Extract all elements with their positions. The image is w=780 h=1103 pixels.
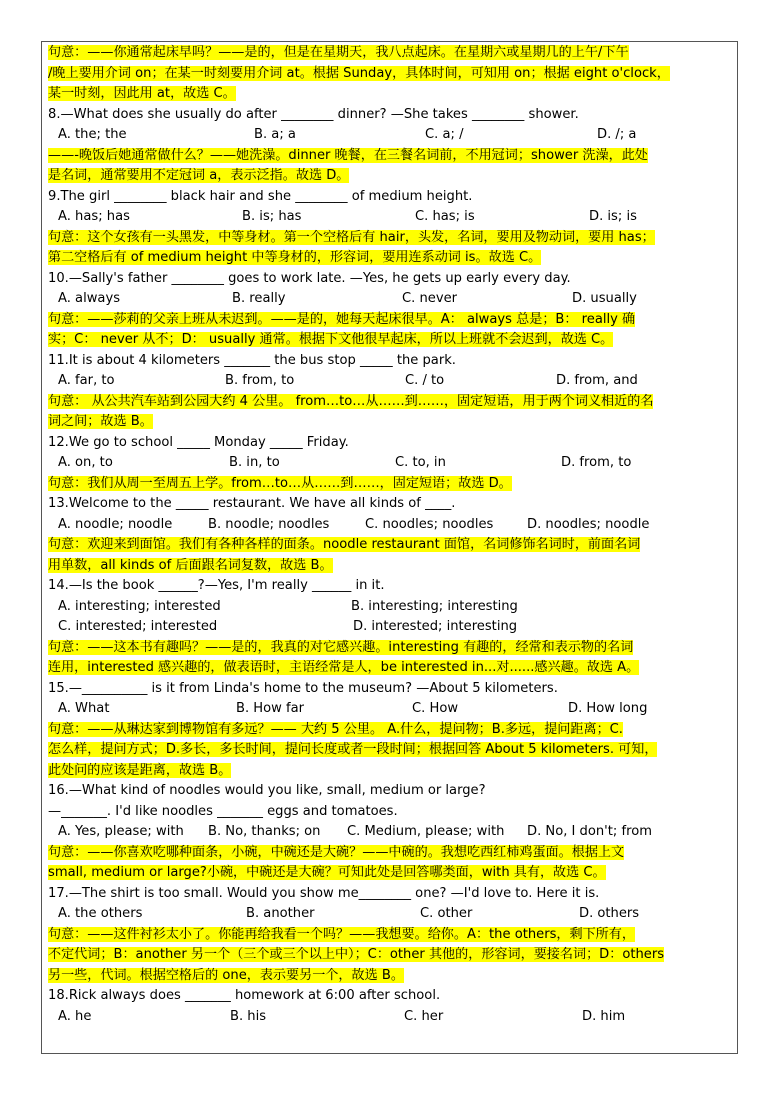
option-d: D. others: [579, 906, 640, 921]
option-a: A. Yes, please; with: [58, 824, 184, 839]
explanation-line: 句意：——莎莉的父亲上班从未迟到。——是的，她每天起床很早。A： always 总是；B： really 确: [48, 311, 636, 327]
question-12: 12.We go to school _____ Monday _____ Friday.: [48, 434, 349, 450]
question-9: 9.The girl ________ black hair and she ________ of medium height.: [48, 188, 473, 204]
option-c: C. has; is: [415, 209, 475, 224]
option-a: A. far, to: [58, 373, 115, 388]
option-c: C. never: [402, 291, 458, 306]
option-b: B. How far: [236, 701, 305, 716]
option-b: B. a; a: [254, 127, 296, 142]
explanation-line: 另一些，代词。根据空格后的 one，表示要另一个，故选 B。: [48, 967, 404, 983]
option-d: D. him: [582, 1008, 626, 1024]
worksheet-content: [48, 43, 736, 1027]
explanation-line: 词之间；故选 B。: [48, 414, 153, 429]
explanation-line: 句意：——从琳达家到博物馆有多远？—— 大约 5 公里。 A.什么，提问物；B.多远，提问距离；C.: [48, 721, 623, 737]
option-d: D. from, and: [556, 373, 638, 388]
option-c: C. her: [404, 1008, 444, 1024]
option-d: D. How long: [568, 701, 648, 716]
option-b: B. in, to: [229, 455, 280, 470]
explanation-line: 怎么样，提问方式；D.多长，多长时间，提问长度或者一段时间；根据回答 About 5 kilometers. 可知，: [48, 742, 658, 757]
option-c: C. noodles; noodles: [365, 516, 494, 532]
question-11: 11.It is about 4 kilometers _______ the bus stop _____ the park.: [48, 352, 456, 368]
explanation-line: 是名词，通常要用不定冠词 a，表示泛指。故选 D。: [48, 168, 350, 183]
option-b: B. from, to: [225, 373, 295, 388]
question-16: 16.—What kind of noodles would you like, small, medium or large?: [48, 783, 486, 798]
question-14-options: [48, 597, 736, 618]
option-c: C. to, in: [395, 455, 446, 470]
question-17-options: [48, 904, 736, 925]
option-c: C. a; /: [425, 127, 464, 142]
option-a: A. on, to: [58, 455, 113, 470]
question-14-options-row2: [48, 617, 736, 638]
explanation-line: 句意：——这本书有趣吗？——是的，我真的对它感兴趣。interesting 有趣的，经常和表示物的名词: [48, 639, 634, 655]
explanation-line: small, medium or large?小碗，中碗还是大碗？可知此处是回答哪类面，with 具有，故选 C。: [48, 865, 606, 880]
question-8: 8.—What does she usually do after ________ dinner? —She takes ________ shower.: [48, 106, 579, 122]
question-11-options: [48, 371, 736, 392]
question-10-options: [48, 289, 736, 310]
option-d: D. No, I don't; from: [527, 824, 652, 839]
explanation-line: 句意：——你通常起床早吗？——是的，但是在星期天，我八点起床。在星期六或星期几的上午/下午: [48, 45, 629, 60]
question-15: 15.—__________ is it from Linda's home to the museum? —About 5 kilometers.: [48, 680, 558, 696]
option-b: B. his: [230, 1008, 267, 1024]
option-d: D. /; a: [597, 127, 637, 142]
option-c: C. / to: [405, 373, 445, 388]
question-16-line-2: —_______. I'd like noodles _______ eggs and tomatoes.: [48, 803, 398, 819]
option-b: B. noodle; noodles: [208, 516, 330, 532]
explanation-line: 句意：欢迎来到面馆。我们有各种各样的面条。noodle restaurant 面馆，名词修饰名词时，前面名词: [48, 537, 641, 552]
option-d: D. from, to: [561, 455, 632, 470]
explanation-line: 用单数，all kinds of 后面跟名词复数，故选 B。: [48, 557, 333, 573]
explanation-line: 句意： 从公共汽车站到公园大约 4 公里。 from…to…从……到……，固定短语，用于两个词义相近的名: [48, 393, 654, 409]
question-18-options: [48, 1007, 736, 1028]
question-16-options: [48, 822, 736, 843]
question-18: 18.Rick always does _______ homework at 6:00 after school.: [48, 988, 441, 1003]
explanation-line: 句意：我们从周一至周五上学。from…to…从……到……，固定短语；故选 D。: [48, 475, 512, 491]
question-17: 17.—The shirt is too small. Would you show me________ one? —I'd love to. Here it is.: [48, 885, 600, 901]
option-a: A. the others: [58, 906, 143, 921]
explanation-line: 句意：——你喜欢吃哪种面条，小碗，中碗还是大碗？——中碗的。我想吃西红柿鸡蛋面。根据上文: [48, 844, 625, 860]
explanation-line: 第二空格后有 of medium height 中等身材的，形容词，要用连系动词 is。故选 C。: [48, 250, 542, 265]
question-14: 14.—Is the book ______?—Yes, I'm really ______ in it.: [48, 578, 385, 593]
explanation-line: 句意：这个女孩有一头黑发，中等身材。第一个空格后有 hair，头发，名词，要用及物动词，要用 has；: [48, 229, 655, 245]
option-a: A. interesting; interested: [58, 598, 221, 614]
option-b: B. No, thanks; on: [208, 824, 321, 839]
option-a: A. noodle; noodle: [58, 516, 173, 532]
option-d: D. usually: [572, 291, 637, 306]
option-a: A. has; has: [58, 209, 130, 224]
option-a: A. the; the: [58, 127, 127, 142]
explanation-line: 不定代词；B：another 另一个（三个或三个以上中）；C：other 其他的，形容词，要接名词；D：others: [48, 947, 665, 962]
explanation-line: ——-晚饭后她通常做什么？——她洗澡。dinner 晚餐，在三餐名词前，不用冠词；shower 洗澡，此处: [48, 147, 648, 163]
option-b: B. another: [246, 906, 315, 921]
option-c: C. How: [412, 701, 459, 716]
option-c: C. Medium, please; with: [347, 824, 505, 839]
option-c: C. interested; interested: [58, 619, 218, 634]
option-d: D. interested; interesting: [353, 619, 518, 634]
option-a: A. he: [58, 1008, 92, 1024]
option-b: B. really: [232, 291, 286, 306]
option-a: A. always: [58, 291, 121, 306]
option-a: A. What: [58, 701, 110, 716]
question-9-options: [48, 207, 736, 228]
option-d: D. is; is: [589, 209, 637, 224]
explanation-line: /晚上要用介词 on；在某一时刻要用介词 at。根据 Sunday，具体时间，可知用 on；根据 eight o'clock，: [48, 65, 670, 81]
question-10: 10.—Sally's father ________ goes to work late. —Yes, he gets up early every day.: [48, 270, 571, 286]
explanation-line: 连用，interested 感兴趣的，做表语时，主语经常是人，be interested in...对......感兴趣。故选 A。: [48, 660, 640, 675]
option-c: C. other: [420, 906, 473, 921]
explanation-line: 实；C： never 从不；D： usually 通常。根据下文他很早起床，所以上班就不会迟到，故选 C。: [48, 332, 614, 347]
question-13-options: [48, 515, 736, 536]
question-12-options: [48, 453, 736, 474]
explanation-line: 此处问的应该是距离，故选 B。: [48, 762, 232, 778]
option-b: B. interesting; interesting: [351, 598, 518, 614]
question-15-options: [48, 699, 736, 720]
explanation-line: 某一时刻，因此用 at，故选 C。: [48, 86, 236, 101]
question-13: 13.Welcome to the _____ restaurant. We have all kinds of ____.: [48, 496, 456, 511]
option-b: B. is; has: [242, 209, 302, 224]
explanation-line: 句意：——这件衬衫太小了。你能再给我看一个吗？——我想要。给你。A：the others，剩下所有，: [48, 926, 635, 942]
question-8-options: [48, 125, 736, 146]
option-d: D. noodles; noodle: [527, 516, 650, 532]
